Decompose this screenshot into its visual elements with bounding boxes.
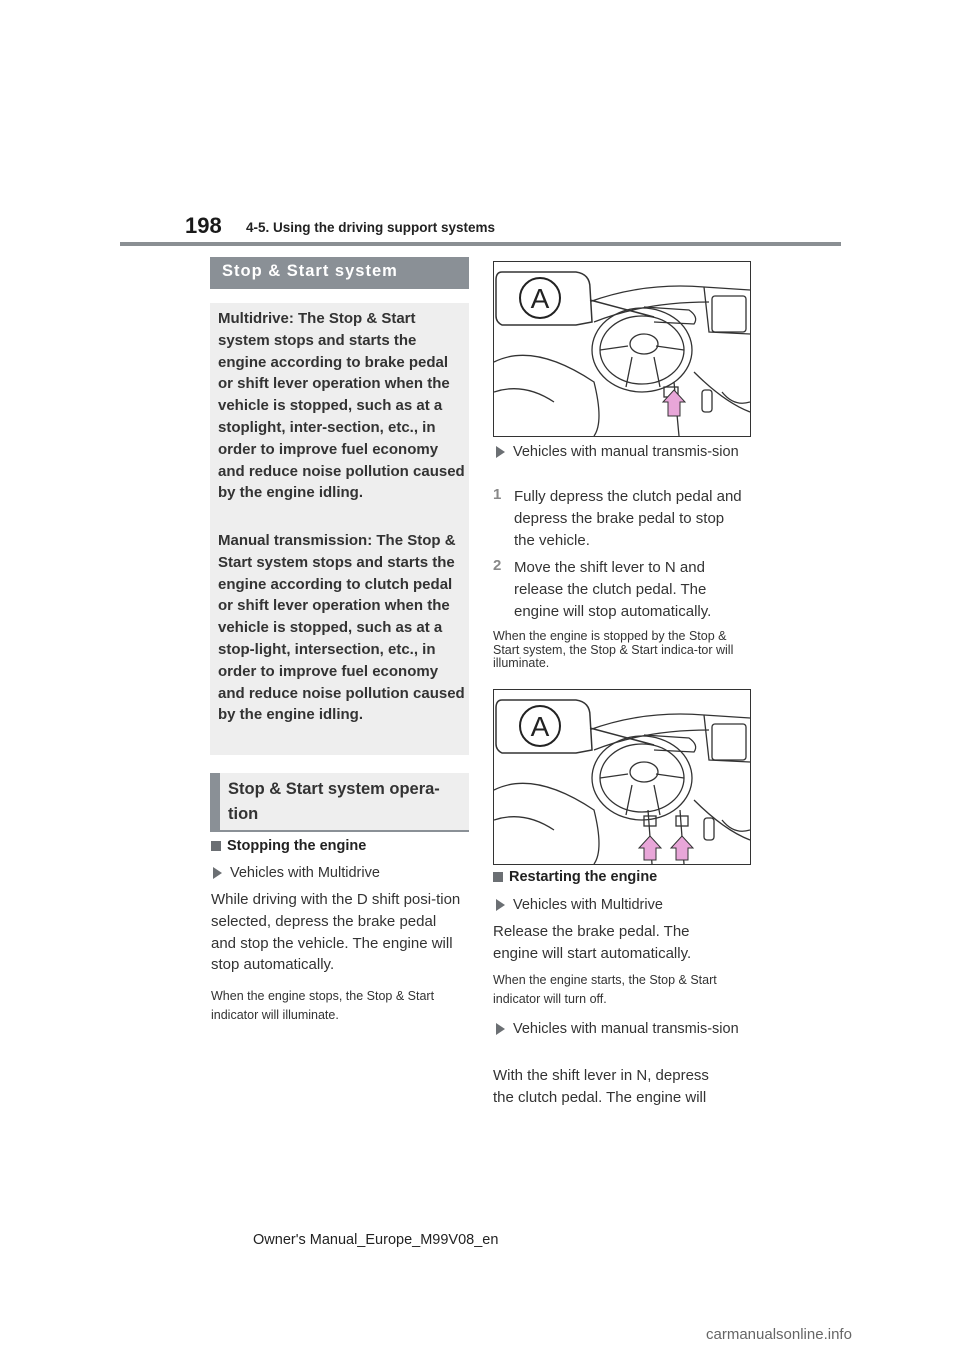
list-item-label: Vehicles with Multidrive	[513, 897, 663, 913]
subheading-label: Restarting the engine	[509, 869, 658, 885]
list-item-label: Vehicles with manual transmis-sion	[513, 444, 739, 460]
subheading-stopping	[211, 838, 366, 854]
list-item-label: Vehicles with Multidrive	[230, 865, 380, 881]
dashboard-illustration	[494, 262, 750, 436]
callout-letter: A	[530, 283, 550, 314]
square-bullet-icon	[211, 841, 221, 851]
heading-accent-bar	[210, 773, 220, 832]
list-item-manual	[496, 1018, 746, 1040]
step-number: 2	[493, 557, 502, 574]
paragraph-manual-restart: With the shift lever in N, depress the clutch pedal. The engine will	[493, 1067, 709, 1106]
header-divider	[120, 242, 841, 246]
intro-multidrive: Multidrive: The Stop & Start system stops and starts the engine according to brake pedal or shift lever operation when the vehicle is stopped, such as at a stoplight, inter-section, etc., in order to improve fuel economy and reduce noise pollution caused by the engine idling.	[218, 310, 465, 502]
list-item-multidrive	[213, 865, 380, 881]
triangle-bullet-icon	[496, 899, 505, 911]
paragraph-multidrive-restart: Release the brake pedal. The engine will start automatically.	[493, 923, 692, 962]
section-heading-stop-start	[210, 257, 469, 289]
step-text: Fully depress the clutch pedal and depress the brake pedal to stop the vehicle.	[514, 488, 742, 549]
footer-manual-id: Owner's Manual_Europe_M99V08_en	[253, 1232, 499, 1248]
triangle-bullet-icon	[213, 867, 222, 879]
list-item-multidrive	[496, 897, 663, 913]
subheading-restarting	[493, 869, 657, 885]
chapter-title: 4-5. Using the driving support systems	[246, 220, 496, 235]
page-number: 198	[185, 213, 222, 238]
note-manual-stop: When the engine is stopped by the Stop & Start system, the Stop & Start indica-tor will illuminate.	[493, 629, 734, 670]
step-text: Move the shift lever to N and release the clutch pedal. The engine will stop automatically.	[514, 559, 712, 620]
watermark: carmanualsonline.info	[706, 1326, 852, 1343]
up-arrow-icon	[663, 390, 685, 416]
list-item-label: Vehicles with manual transmis-sion	[513, 1021, 739, 1037]
section-heading-operation	[210, 773, 469, 832]
intro-manual: Manual transmission: The Stop & Start system stops and starts the engine according to clutch pedal or shift lever operation when the vehicle is stopped, such as at a stop-light, intersection, etc., in order to improve fuel economy and reduce noise pollution caused by the engine idling.	[218, 532, 465, 724]
intro-box	[210, 303, 469, 755]
subheading-label: Stopping the engine	[227, 838, 367, 854]
triangle-bullet-icon	[496, 1023, 505, 1035]
figure-manual-pedals	[493, 689, 751, 865]
section-title: Stop & Start system opera-tion	[228, 780, 440, 823]
step-number: 1	[493, 486, 502, 503]
paragraph-multidrive-stop: While driving with the D shift posi-tion selected, depress the brake pedal and stop the vehicle. The engine will stop automatically.	[211, 891, 461, 974]
section-title: Stop & Start system	[222, 262, 398, 280]
note-multidrive-restart: When the engine starts, the Stop & Start indicator will turn off.	[493, 973, 717, 1006]
steps-list	[493, 486, 743, 621]
dashboard-illustration	[494, 690, 750, 864]
square-bullet-icon	[493, 872, 503, 882]
triangle-bullet-icon	[496, 446, 505, 458]
up-arrow-icon	[639, 836, 661, 860]
figure-multidrive-pedal	[493, 261, 751, 437]
note-multidrive-stop: When the engine stops, the Stop & Start indicator will illuminate.	[211, 989, 435, 1022]
callout-letter: A	[530, 711, 550, 742]
list-item-manual	[496, 441, 746, 463]
up-arrow-icon	[671, 836, 693, 860]
